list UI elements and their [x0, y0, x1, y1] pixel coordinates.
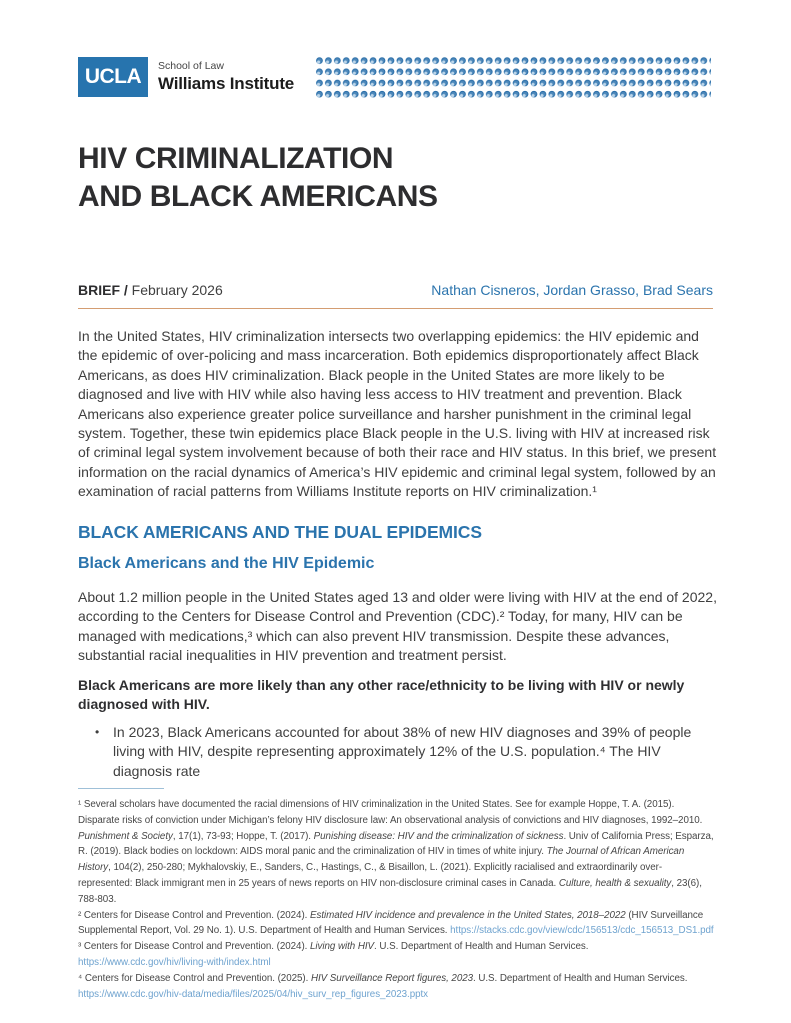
footnote-4 [78, 971, 715, 1003]
italic-text-segment: HIV Surveillance Report figures, 2023 [310, 972, 474, 984]
text-segment: ⁴ Centers for Disease Control and Prevention. (2025). [78, 972, 311, 984]
bullet-text: In 2023, Black Americans accounted for about 38% of new HIV diagnoses and 39% of people living with HIV, despite representing approximately 12% of the U.S. population.⁴ The HIV diagnosis rate [113, 724, 692, 779]
bullet-item [95, 723, 713, 781]
page-title-line2: AND BLACK AMERICANS [78, 180, 438, 213]
italic-text-segment: Punishment & Society [78, 830, 173, 842]
footnotes-block [78, 797, 715, 1002]
footnote-link[interactable]: https://www.cdc.gov/hiv-data/media/files/2025/04/hiv_surv_rep_figures_2023.pptx [78, 988, 429, 1000]
footnote-1 [78, 797, 715, 908]
intro-paragraph: In the United States, HIV criminalization intersects two overlapping epidemics: the HIV epidemic and the epidemic of over-policing and mass incarceration. Both epidemics disproportionately affect Black Americans, as does HIV criminalization. Black people in the United States are more likely to be diagnosed and live with HIV while also having less access to HIV treatment and prevention. Black Americans also experience greater police surveillance and harsher punishment in the criminal legal system. Together, these twin epidemics place Black people in the U.S. living with HIV at increased risk of criminal legal system involvement because of both their race and HIV status. In this brief, we present information on the racial dynamics of America’s HIV epidemic and criminal legal system, followed by an examination of racial patterns from Williams Institute reports on HIV criminalization.¹ [78, 328, 717, 500]
institute-wordmark [158, 60, 294, 94]
bullet-marker: • [95, 725, 100, 739]
italic-text-segment: The Journal of African American History [78, 846, 685, 874]
italic-text-segment: Estimated HIV incidence and prevalence in the United States, 2018–2022 [310, 909, 626, 921]
text-segment: ² Centers for Disease Control and Prevention. (2024). [78, 909, 310, 921]
school-of-law-label: School of Law [158, 60, 224, 72]
footnote-link[interactable]: https://www.cdc.gov/hiv/living-with/index.html [78, 956, 271, 968]
footnote-3 [78, 939, 715, 971]
footnote-link[interactable]: https://stacks.cdc.gov/view/cdc/156513/cdc_156513_DS1.pdf [450, 925, 714, 937]
williams-institute-label: Williams Institute [158, 74, 295, 93]
brief-date: February 2026 [127, 282, 223, 298]
text-segment: (HIV Surveillance Supplemental Report, Vol. 29 No. 1). U.S. Department of Health and Human Services. [78, 909, 704, 937]
text-segment: . U.S. Department of Health and Human Services. [473, 972, 688, 984]
italic-text-segment: Living with HIV [310, 941, 375, 953]
meta-row [78, 282, 713, 298]
cdc-paragraph: About 1.2 million people in the United States aged 13 and older were living with HIV at the end of 2022, according to the Centers for Disease Control and Prevention (CDC).² Today, for many, HIV can be managed with medications,³ which can also prevent HIV transmission. Despite these advances, substantial racial inequalities in HIV prevention and treatment persist. [78, 589, 717, 664]
text-segment: ³ Centers for Disease Control and Prevention. (2024). [78, 941, 310, 953]
subsection-heading: Black Americans and the HIV Epidemic [78, 555, 375, 572]
section-heading: BLACK AMERICANS AND THE DUAL EPIDEMICS [78, 522, 482, 542]
brief-label: BRIEF / [78, 282, 128, 298]
italic-text-segment: Punishing disease: HIV and the criminalization of sickness [313, 830, 564, 842]
text-segment: . U.S. Department of Health and Human Services. [374, 941, 589, 953]
authors-byline: Nathan Cisneros, Jordan Grasso, Brad Sears [431, 282, 713, 298]
page-title [78, 140, 438, 216]
italic-text-segment: Culture, health & sexuality [558, 877, 672, 889]
ucla-logo [78, 57, 148, 97]
footnote-divider-rule [78, 788, 164, 789]
header-divider-rule [78, 308, 713, 309]
text-segment: ¹ Several scholars have documented the racial dimensions of HIV criminalization in the United States. See for example Hoppe, T. A. (2015). Disparate risks of conviction under Michigan’s felony HIV disclosure law: An observational analysis of convictions and HIV diagnoses, 1992–2010. [78, 799, 703, 826]
text-segment: , 104(2), 250-280; Mykhalovskiy, E., Sanders, C., Hastings, C., & Bisaillon, L. (2021). Explicitly racialised and extraordinarily over-represented: Black immigrant men in 25 years of news reports on HIV non-disclosure criminal cases in Canada. [78, 862, 663, 889]
bold-statement: Black Americans are more likely than any other race/ethnicity to be living with HIV or newly diagnosed with HIV. [78, 677, 685, 713]
page-title-line1: HIV CRIMINALIZATION [78, 142, 394, 175]
brief-date-group [78, 282, 223, 298]
ucla-logo-text: UCLA [84, 65, 142, 88]
text-segment: . Univ of California Press; Esparza, R. (2019). Black bodies on lockdown: AIDS moral panic and the criminalization of HIV in times of white injury. [78, 830, 714, 858]
text-segment: , 23(6), 788-803. [78, 877, 702, 905]
text-segment: , 17(1), 73-93; Hoppe, T. (2017). [172, 830, 314, 842]
dots-pattern-graphic [315, 55, 711, 100]
footnote-2 [78, 908, 715, 940]
